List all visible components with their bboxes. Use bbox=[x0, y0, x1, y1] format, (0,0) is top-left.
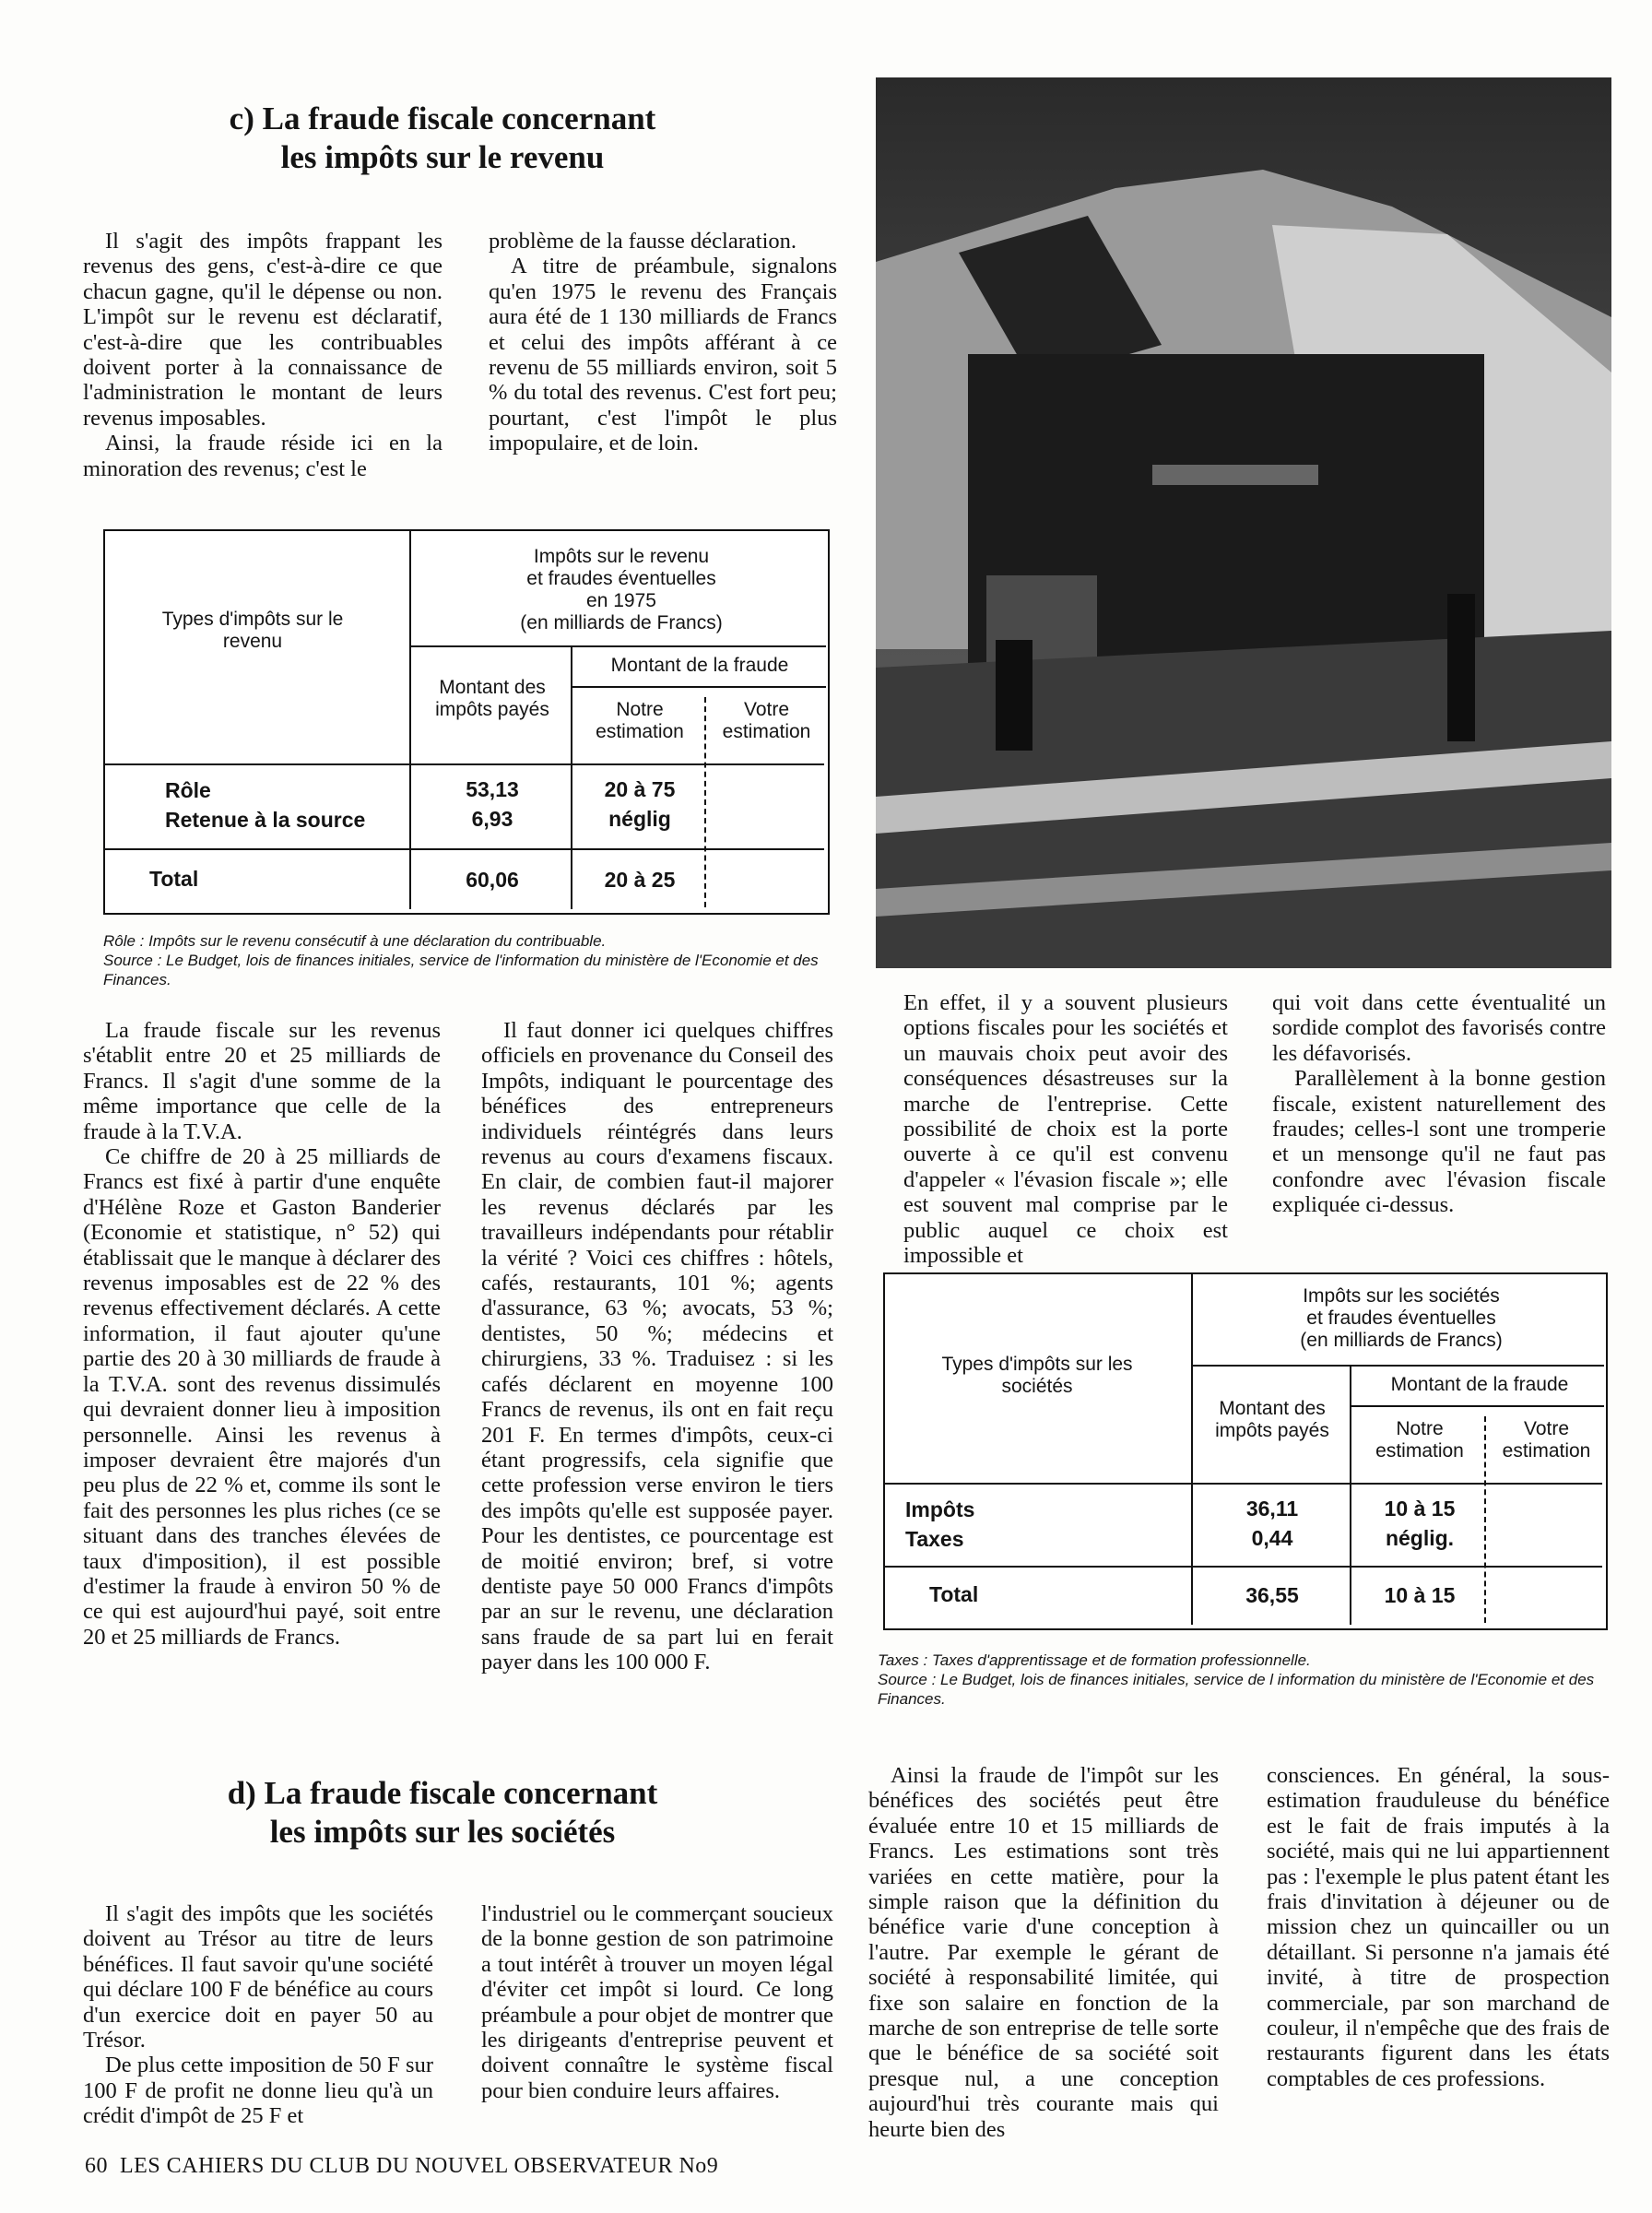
section-d-column-1 bbox=[83, 1901, 433, 2129]
table-row-label: Rôle bbox=[165, 778, 211, 802]
montant-fraude-header: Montant de la fraude bbox=[610, 655, 789, 676]
paragraph: Il s'agit des impôts frappant les revenus des gens, c'est-à-dire ce que chacun gagne, qu'il le dépense ou non. L'impôt sur le revenu est déclaratif, c'est-à-dire que les contribuables doivent porter à la connaissance de l'administration le montant de leurs revenus imposables. bbox=[83, 229, 442, 431]
section-c-column-2 bbox=[489, 229, 837, 456]
section-d-column-2 bbox=[481, 1901, 833, 2103]
table1-note: Rôle : Impôts sur le revenu consécutif à une déclaration du contribuable. Source : Le Budget, lois de finances initiales, service de l'information du ministère de l'Economie et des Finances. bbox=[103, 932, 819, 988]
table-cell: 6,93 bbox=[471, 807, 513, 831]
montant-paye-header: Montant des impôts payés bbox=[435, 677, 549, 720]
section-c-title-line2: les impôts sur le revenu bbox=[280, 139, 605, 175]
section-c-title-line1: c) La fraude fiscale concernant bbox=[229, 101, 656, 136]
page-number: 60 bbox=[85, 2154, 108, 2178]
table2-note: Taxes : Taxes d'apprentissage et de formation professionnelle. Source : Le Budget, lois de finances initiales, service de l information du ministère de l'Economie et des Finances. bbox=[878, 1651, 1595, 1708]
paragraph: problème de la fausse déclaration. bbox=[489, 229, 797, 254]
notre-estimation-header: Notre estimation bbox=[596, 699, 684, 742]
table-row-label: Impôts bbox=[905, 1497, 975, 1521]
paragraph: En effet, il y a souvent plusieurs options fiscales pour les sociétés et un mauvais choix peut avoir des conséquences désastreuses sur la marche de l'entreprise. Cette possibilité de choix est la porte ouverte à ce qu'il est convenu d'appeler « l'évasion fiscale »; elle est souvent mal comprise par le public auquel ce choix est impossible et bbox=[903, 990, 1228, 1269]
corporate-tax-table bbox=[883, 1272, 1608, 1630]
paragraph: consciences. En général, la sous-estimation frauduleuse du bénéfice est le fait de frais imputés à la société, mais qui ne lui appartiennent pas : l'exemple le plus patent étant les frais d'invitation à déjeuner ou de mission chez un quincailler ou un détaillant. Si personne n'a jamais été invité, à titre de prospection commerciale, par son marchand de couleur, il n'empêche que des frais de restaurants figurent dans les états comptables de ces professions. bbox=[1267, 1763, 1610, 2091]
table-cell: 0,44 bbox=[1251, 1526, 1293, 1550]
page-footer bbox=[85, 2154, 718, 2179]
table-main-header: Impôts sur le revenu et fraudes éventuelles en 1975 (en milliards de Francs) bbox=[520, 546, 723, 633]
table-cell: 53,13 bbox=[466, 777, 519, 801]
right-column-6 bbox=[1272, 990, 1606, 1218]
table-cell: 10 à 15 bbox=[1384, 1497, 1456, 1521]
paragraph: Il s'agit des impôts que les sociétés doivent au Trésor au titre de leurs bénéfices. Il faut savoir qu'une société qui déclare 100 F de bénéfice au cours d'un exercice doit en payer 50 au Trésor. bbox=[83, 1901, 433, 2053]
section-d-title-line2: les impôts sur les sociétés bbox=[269, 1814, 616, 1850]
paragraph: Ce chiffre de 20 à 25 milliards de Francs est fixé à partir d'une enquête d'Hélène Roze et Gaston Banderier (Economie et statistique, n° 52) qui établissait que le manque à déclarer des revenus imposables est de 22 % des revenus effectivement déclarés. A cette information, il faut ajouter qu'une partie des 20 à 30 milliards de fraude à la T.V.A. sont des revenus dissimulés qui devraient donner lieu à imposition personnelle. Ainsi les revenus à imposer devraient être majorés d'un peu plus de 22 % et, comme ils sont le fait des personnes les plus riches (ce se situant dans des tranches élevées de taux d'imposition), il est possible d'estimer la fraude à environ 50 % de ce qui est aujourd'hui payé, soit entre 20 et 25 milliards de Francs. bbox=[83, 1144, 441, 1650]
votre-estimation-header: Votre estimation bbox=[722, 699, 811, 742]
section-c-column-1 bbox=[83, 229, 442, 481]
types-header: Types d'impôts sur le revenu bbox=[161, 609, 344, 652]
income-tax-table bbox=[103, 529, 830, 915]
montant-fraude-header: Montant de la fraude bbox=[1390, 1374, 1569, 1395]
publication-title: LES CAHIERS DU CLUB DU NOUVEL OBSERVATEUR No9 bbox=[120, 2154, 719, 2178]
paragraph: De plus cette imposition de 50 F sur 100 F de profit ne donne lieu qu'à un crédit d'impôt de 25 F et bbox=[83, 2053, 433, 2129]
section-c-column-3 bbox=[83, 1018, 441, 1650]
paragraph: Ainsi, la fraude réside ici en la minoration des revenus; c'est le bbox=[83, 431, 442, 481]
paragraph: Ainsi la fraude de l'impôt sur les bénéfices des sociétés peut être évaluée entre 10 et 15 milliards de Francs. Les estimations sont très variées en cette matière, pour la simple raison que la définition du bénéfice varie d'une conception à l'autre. Par exemple le gérant de société à responsabilité limitée, qui fixe son salaire en fonction de la marche de son entreprise de telle sorte que le bénéfice de sa société soit presque nul, a une conception aujourd'hui très courante mais qui heurte bien des bbox=[868, 1763, 1219, 2142]
paragraph: La fraude fiscale sur les revenus s'établit entre 20 et 25 milliards de Francs. Il s'agit d'une somme de la même importance que celle de la fraude à la T.V.A. bbox=[83, 1018, 441, 1144]
section-d-column-3 bbox=[868, 1763, 1219, 2142]
table-cell: néglig bbox=[608, 807, 671, 831]
table-cell: 10 à 15 bbox=[1384, 1583, 1456, 1607]
section-d-title-line1: d) La fraude fiscale concernant bbox=[227, 1775, 658, 1811]
paragraph: Parallèlement à la bonne gestion fiscale, existent naturellement des fraudes; celles-l sont une tromperie et un mensonge qu'il ne faut pas confondre avec l'évasion fiscale expliquée ci-dessus. bbox=[1272, 1066, 1606, 1218]
table-row-label: Retenue à la source bbox=[165, 808, 366, 832]
photo-illustration bbox=[876, 77, 1611, 968]
votre-estimation-header: Votre estimation bbox=[1502, 1418, 1591, 1462]
table-main-header: Impôts sur les sociétés et fraudes éventuelles (en milliards de Francs) bbox=[1300, 1285, 1503, 1351]
section-c-column-4 bbox=[481, 1018, 833, 1675]
table-cell: 36,11 bbox=[1245, 1497, 1299, 1521]
table-cell: 20 à 25 bbox=[604, 868, 676, 892]
types-header: Types d'impôts sur les sociétés bbox=[941, 1354, 1133, 1397]
section-d-column-4 bbox=[1267, 1763, 1610, 2091]
table-cell: 20 à 75 bbox=[604, 777, 676, 801]
section-c-title bbox=[148, 100, 738, 177]
paragraph: A titre de préambule, signalons qu'en 1975 le revenu des Français aura été de 1 130 milliards de Francs et celui des impôts afférant à ce revenu de 55 milliards environ, soit 5 % du total des revenus. C'est fort peu; pourtant, c'est l'impôt le plus impopulaire, et de loin. bbox=[489, 254, 837, 456]
section-d-title bbox=[148, 1774, 738, 1852]
paragraph: l'industriel ou le commerçant soucieux de la bonne gestion de son patrimoine a tout intérêt à trouver un moyen légal d'éviter cet impôt si lourd. Ce long préambule a pour objet de montrer que les dirigeants d'entreprise peuvent et doivent connaître le système fiscal pour bien conduire leurs affaires. bbox=[481, 1901, 833, 2103]
table-cell: 60,06 bbox=[466, 868, 519, 892]
table-row-label: Taxes bbox=[905, 1527, 964, 1551]
notre-estimation-header: Notre estimation bbox=[1375, 1418, 1464, 1462]
locomotive-photo bbox=[876, 77, 1611, 968]
right-column-5 bbox=[903, 990, 1228, 1268]
table-cell: néglig. bbox=[1385, 1526, 1455, 1550]
paragraph: qui voit dans cette éventualité un sordide complot des favorisés contre les défavorisés. bbox=[1272, 990, 1606, 1066]
table-total-label: Total bbox=[149, 867, 199, 891]
paragraph: Il faut donner ici quelques chiffres officiels en provenance du Conseil des Impôts, indiquant le pourcentage des bénéfices des entrepreneurs individuels réintégrés dans leurs revenus au cours d'examens fiscaux. En clair, de combien faut-il majorer les revenus déclarés par les travailleurs indépendants pour rétablir la vérité ? Voici ces chiffres : hôtels, cafés, restaurants, 101 %; agents d'assurance, 63 %; avocats, 53 %; dentistes, 50 %; médecins et chirurgiens, 33 %. Traduisez : si les cafés déclarent en moyenne 100 Francs de revenus, ils ont en fait reçu 201 F. En termes d'impôts, ceux-ci étant progressifs, cela signifie que cette profession verse environ le tiers des impôts qu'elle est supposée payer. Pour les dentistes, ce pourcentage est de moitié environ; bref, si votre dentiste paye 50 000 Francs d'impôts par an sur le revenu, une déclaration sans fraude de sa part lui en ferait payer dans les 100 000 F. bbox=[481, 1018, 833, 1675]
table-cell: 36,55 bbox=[1245, 1583, 1299, 1607]
montant-paye-header: Montant des impôts payés bbox=[1215, 1398, 1329, 1441]
table-total-label: Total bbox=[929, 1582, 979, 1606]
